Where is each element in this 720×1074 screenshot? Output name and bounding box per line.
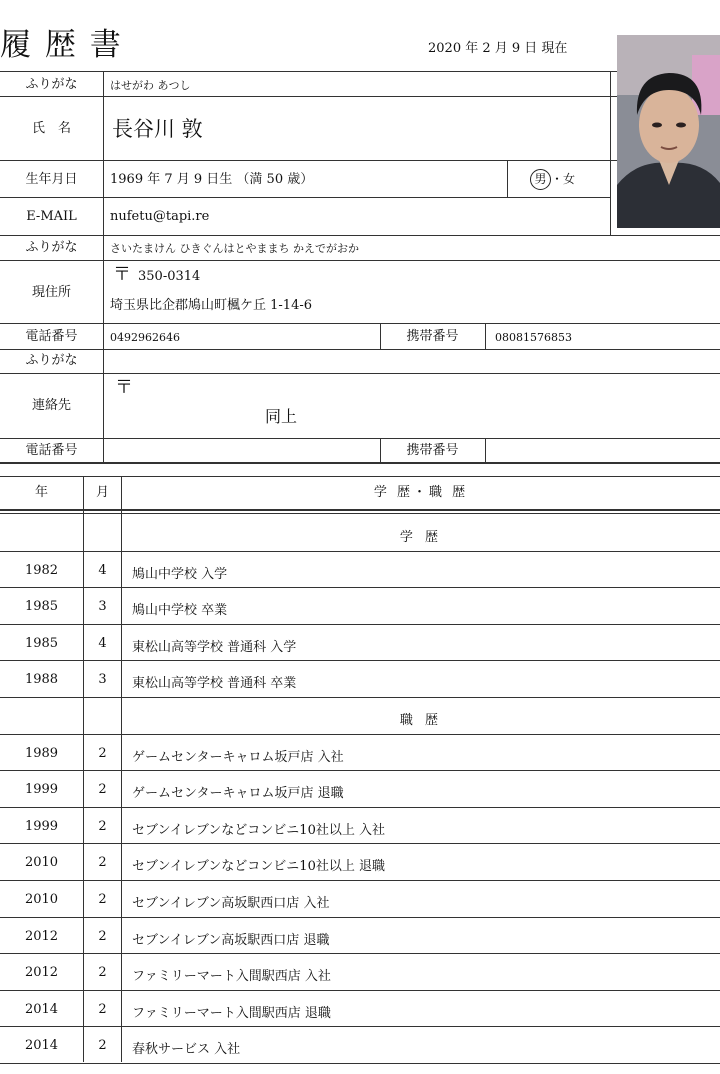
contact-postal-mark: 〒	[115, 377, 133, 398]
history-month: 2	[98, 1002, 107, 1017]
history-content: セブンイレブン高坂駅西口店 入社	[132, 896, 330, 911]
history-month: 2	[98, 855, 107, 870]
history-content: 春秋サービス 入社	[132, 1042, 241, 1057]
address-furigana-label: ふりがな	[25, 240, 78, 255]
history-content: 東松山高等学校 普通科 入学	[132, 640, 297, 655]
birth-value: 1969 年 7 月 9 日生 （満 50 歳）	[110, 172, 314, 187]
contact-label: 連絡先	[31, 398, 71, 413]
history-year: 2010	[24, 892, 59, 907]
name-label: 氏 名	[31, 121, 71, 136]
history-row	[0, 917, 720, 953]
section-heading: 職 歴	[399, 713, 443, 728]
history-year: 1982	[24, 563, 59, 578]
birth-label: 生年月日	[25, 172, 78, 187]
history-year: 2012	[24, 965, 59, 980]
address-value: 埼玉県比企郡鳩山町楓ケ丘 1-14-6	[110, 298, 313, 313]
history-row	[0, 551, 720, 587]
gender-male-circled	[530, 169, 551, 190]
history-month: 3	[98, 672, 107, 687]
history-row	[0, 1026, 720, 1062]
history-year: 2012	[24, 929, 59, 944]
contact-phone-label: 電話番号	[25, 443, 78, 458]
history-month: 2	[98, 1038, 107, 1053]
section-heading: 学 歴	[399, 530, 443, 545]
history-month: 4	[98, 563, 107, 578]
history-content: セブンイレブン高坂駅西口店 退職	[132, 933, 330, 948]
postal-mark: 〒	[113, 264, 131, 285]
history-content: 鳩山中学校 入学	[132, 567, 228, 582]
history-year: 2014	[24, 1002, 59, 1017]
history-month: 2	[98, 819, 107, 834]
history-month: 2	[98, 965, 107, 980]
address-furigana-value: さいたまけん ひきぐんはとやままち かえでがおか	[110, 242, 359, 255]
gender-female: ・女	[551, 172, 576, 186]
email-value: nufetu@tapi.re	[110, 209, 210, 224]
history-year: 1988	[24, 672, 59, 687]
work-heading-row	[0, 697, 720, 733]
furigana-label: ふりがな	[25, 77, 78, 92]
history-year: 1999	[24, 819, 59, 834]
history-content: セブンイレブンなどコンビニ10社以上 入社	[132, 823, 385, 838]
history-year: 2014	[24, 1038, 59, 1053]
gender-male: 男	[534, 172, 547, 186]
history-month: 2	[98, 892, 107, 907]
history-row	[0, 880, 720, 916]
history-col-content: 学 歴・職 歴	[373, 485, 469, 500]
applicant-photo	[617, 35, 720, 228]
phone-label: 電話番号	[25, 329, 78, 344]
name-value: 長谷川 敦	[112, 117, 203, 141]
history-content: ゲームセンターキャロム坂戸店 退職	[132, 786, 344, 801]
history-month: 2	[98, 929, 107, 944]
history-year: 1985	[24, 599, 59, 614]
history-col-year: 年	[34, 485, 48, 500]
history-month: 2	[98, 782, 107, 797]
document-title: 履 歴 書	[0, 27, 123, 63]
mobile-label: 携帯番号	[406, 329, 459, 344]
history-row	[0, 990, 720, 1026]
history-year: 1989	[24, 746, 59, 761]
history-year: 1999	[24, 782, 59, 797]
history-month: 4	[98, 636, 107, 651]
history-content: ファミリーマート入間駅西店 退職	[132, 1006, 331, 1021]
history-col-month: 月	[95, 485, 109, 500]
history-row	[0, 770, 720, 806]
history-content: 鳩山中学校 卒業	[132, 603, 228, 618]
phone-value: 0492962646	[110, 331, 180, 344]
history-row	[0, 734, 720, 770]
history-row	[0, 953, 720, 989]
education-heading-row	[0, 514, 720, 550]
history-row	[0, 624, 720, 660]
history-year: 2010	[24, 855, 59, 870]
contact-value: 同上	[265, 407, 298, 426]
history-content: ゲームセンターキャロム坂戸店 入社	[132, 750, 344, 765]
contact-mobile-label: 携帯番号	[406, 443, 459, 458]
portrait-image	[617, 35, 720, 228]
history-content: 東松山高等学校 普通科 卒業	[132, 676, 297, 691]
history-row	[0, 587, 720, 623]
furigana-value: はせがわ あつし	[110, 79, 191, 92]
email-label: E-MAIL	[26, 209, 77, 224]
address-label: 現住所	[31, 285, 71, 300]
history-row	[0, 807, 720, 843]
contact-furigana-label: ふりがな	[25, 353, 78, 368]
history-year: 1985	[24, 636, 59, 651]
postal-code: 350-0314	[138, 269, 201, 284]
history-content: セブンイレブンなどコンビニ10社以上 退職	[132, 859, 385, 874]
history-row	[0, 843, 720, 879]
history-content: ファミリーマート入間駅西店 入社	[132, 969, 331, 984]
row-divider	[0, 1063, 720, 1064]
mobile-value: 08081576853	[495, 331, 572, 344]
date-line: 2020 年 2 月 9 日 現在	[428, 41, 568, 56]
history-month: 3	[98, 599, 107, 614]
history-month: 2	[98, 746, 107, 761]
history-row	[0, 660, 720, 696]
